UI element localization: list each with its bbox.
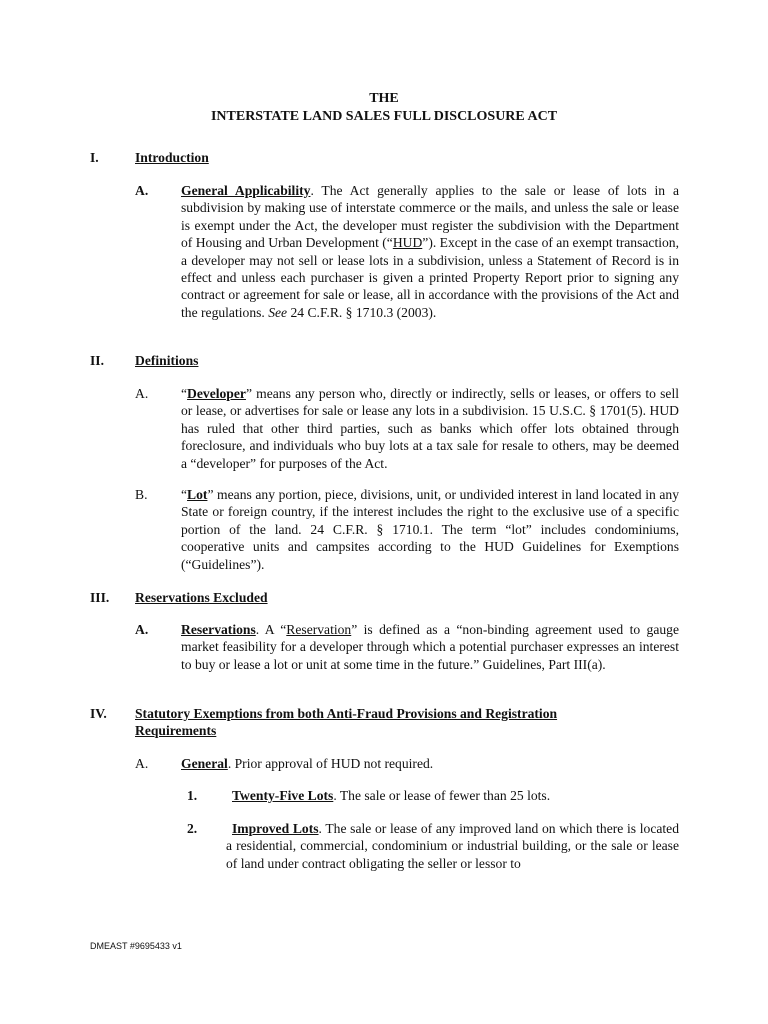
paragraph-reservations: Reservations. A “Reservation” is defined as a “non-binding agreement used to gauge market feasibility for a developer through which a potential purchaser expresses an interest to buy or lease a lot or unit at some time in the future.” Guidelines, Part III(a). [181,622,679,672]
section-heading: Reservations Excluded [135,590,268,605]
section-heading: Definitions [135,353,199,368]
paragraph-general-applicability: General Applicability. The Act generally applies to the sale or lease of lots in a subdivision by making use of interstate commerce or the mails, and unless the sale or lease is exempt under the Act, the developer must register the subdivision with the Department of Housing and Urban Development (“HUD”). Except in the case of an exempt transaction, a developer may not sell or lease lots in a subdivision, unless a Statement of Record is in effect and unless each purchaser is given a printed Property Report prior to signing any contract or agreement for sale or lease, all in accordance with the provisions of the Act and the regulations. See 24 C.F.R. § 1710.3 (2003). [181,183,680,320]
document-title-line-1: THE [369,91,399,106]
definition-developer: “Developer” means any person who, directly or indirectly, sells or leases, or offers to sell or lease, or advertises for sale or lease any lots in a subdivision. 15 U.S.C. § 1701(5). HUD has ruled that other third parties, such as banks which offer lots obtained through foreclosure, and individuals who buy lots at a tax sale for resale to others, may be deemed a “developer” for purposes of the Act. [181,386,679,471]
item-twenty-five-lots: Twenty-Five Lots. The sale or lease of fewer than 25 lots. [232,788,551,803]
paragraph-label: B. [135,487,148,502]
section-heading: Introduction [135,150,209,165]
item-title: Twenty-Five Lots [232,788,334,803]
paragraph-label: A. [135,386,149,401]
section-heading: Statutory Exemptions from both Anti-Fraud Provisions and Registration Requirements [135,706,558,739]
item-number: 1. [187,788,198,803]
item-title: Improved Lots [232,821,319,836]
defined-term: Reservation [286,622,352,637]
item-number: 2. [187,821,198,836]
section-number: I. [90,150,99,165]
paragraph-general: General. Prior approval of HUD not required. [181,756,434,771]
paragraph-label: A. [135,183,149,198]
definition-lot: “Lot” means any portion, piece, divisions, unit, or undivided interest in land located in any State or foreign country, if the interest includes the right to the exclusive use of a specific portion of the land. 24 C.F.R. § 1710.1. The term “lot” includes condominiums, cooperative units and campsites according to the HUD Guidelines for Exemptions (“Guidelines”). [181,487,679,572]
paragraph-title: General Applicability [181,183,311,198]
paragraph-label: A. [135,622,149,637]
document-footer-id: DMEAST #9695433 v1 [90,941,182,951]
section-number: II. [90,353,104,368]
defined-term: Lot [187,487,208,502]
defined-term: Developer [187,386,246,401]
item-improved-lots: Improved Lots. The sale or lease of any improved land on which there is located a residential, commercial, condominium or industrial building, or the sale or lease of land under contract obligating the seller or lessor to [226,821,679,871]
paragraph-title: Reservations [181,622,256,637]
document-title-line-2: INTERSTATE LAND SALES FULL DISCLOSURE ACT [210,109,558,124]
paragraph-label: A. [135,756,149,771]
paragraph-title: General [181,756,228,771]
hud-term: HUD [392,235,423,251]
section-number: IV. [90,706,107,721]
section-number: III. [90,590,110,605]
